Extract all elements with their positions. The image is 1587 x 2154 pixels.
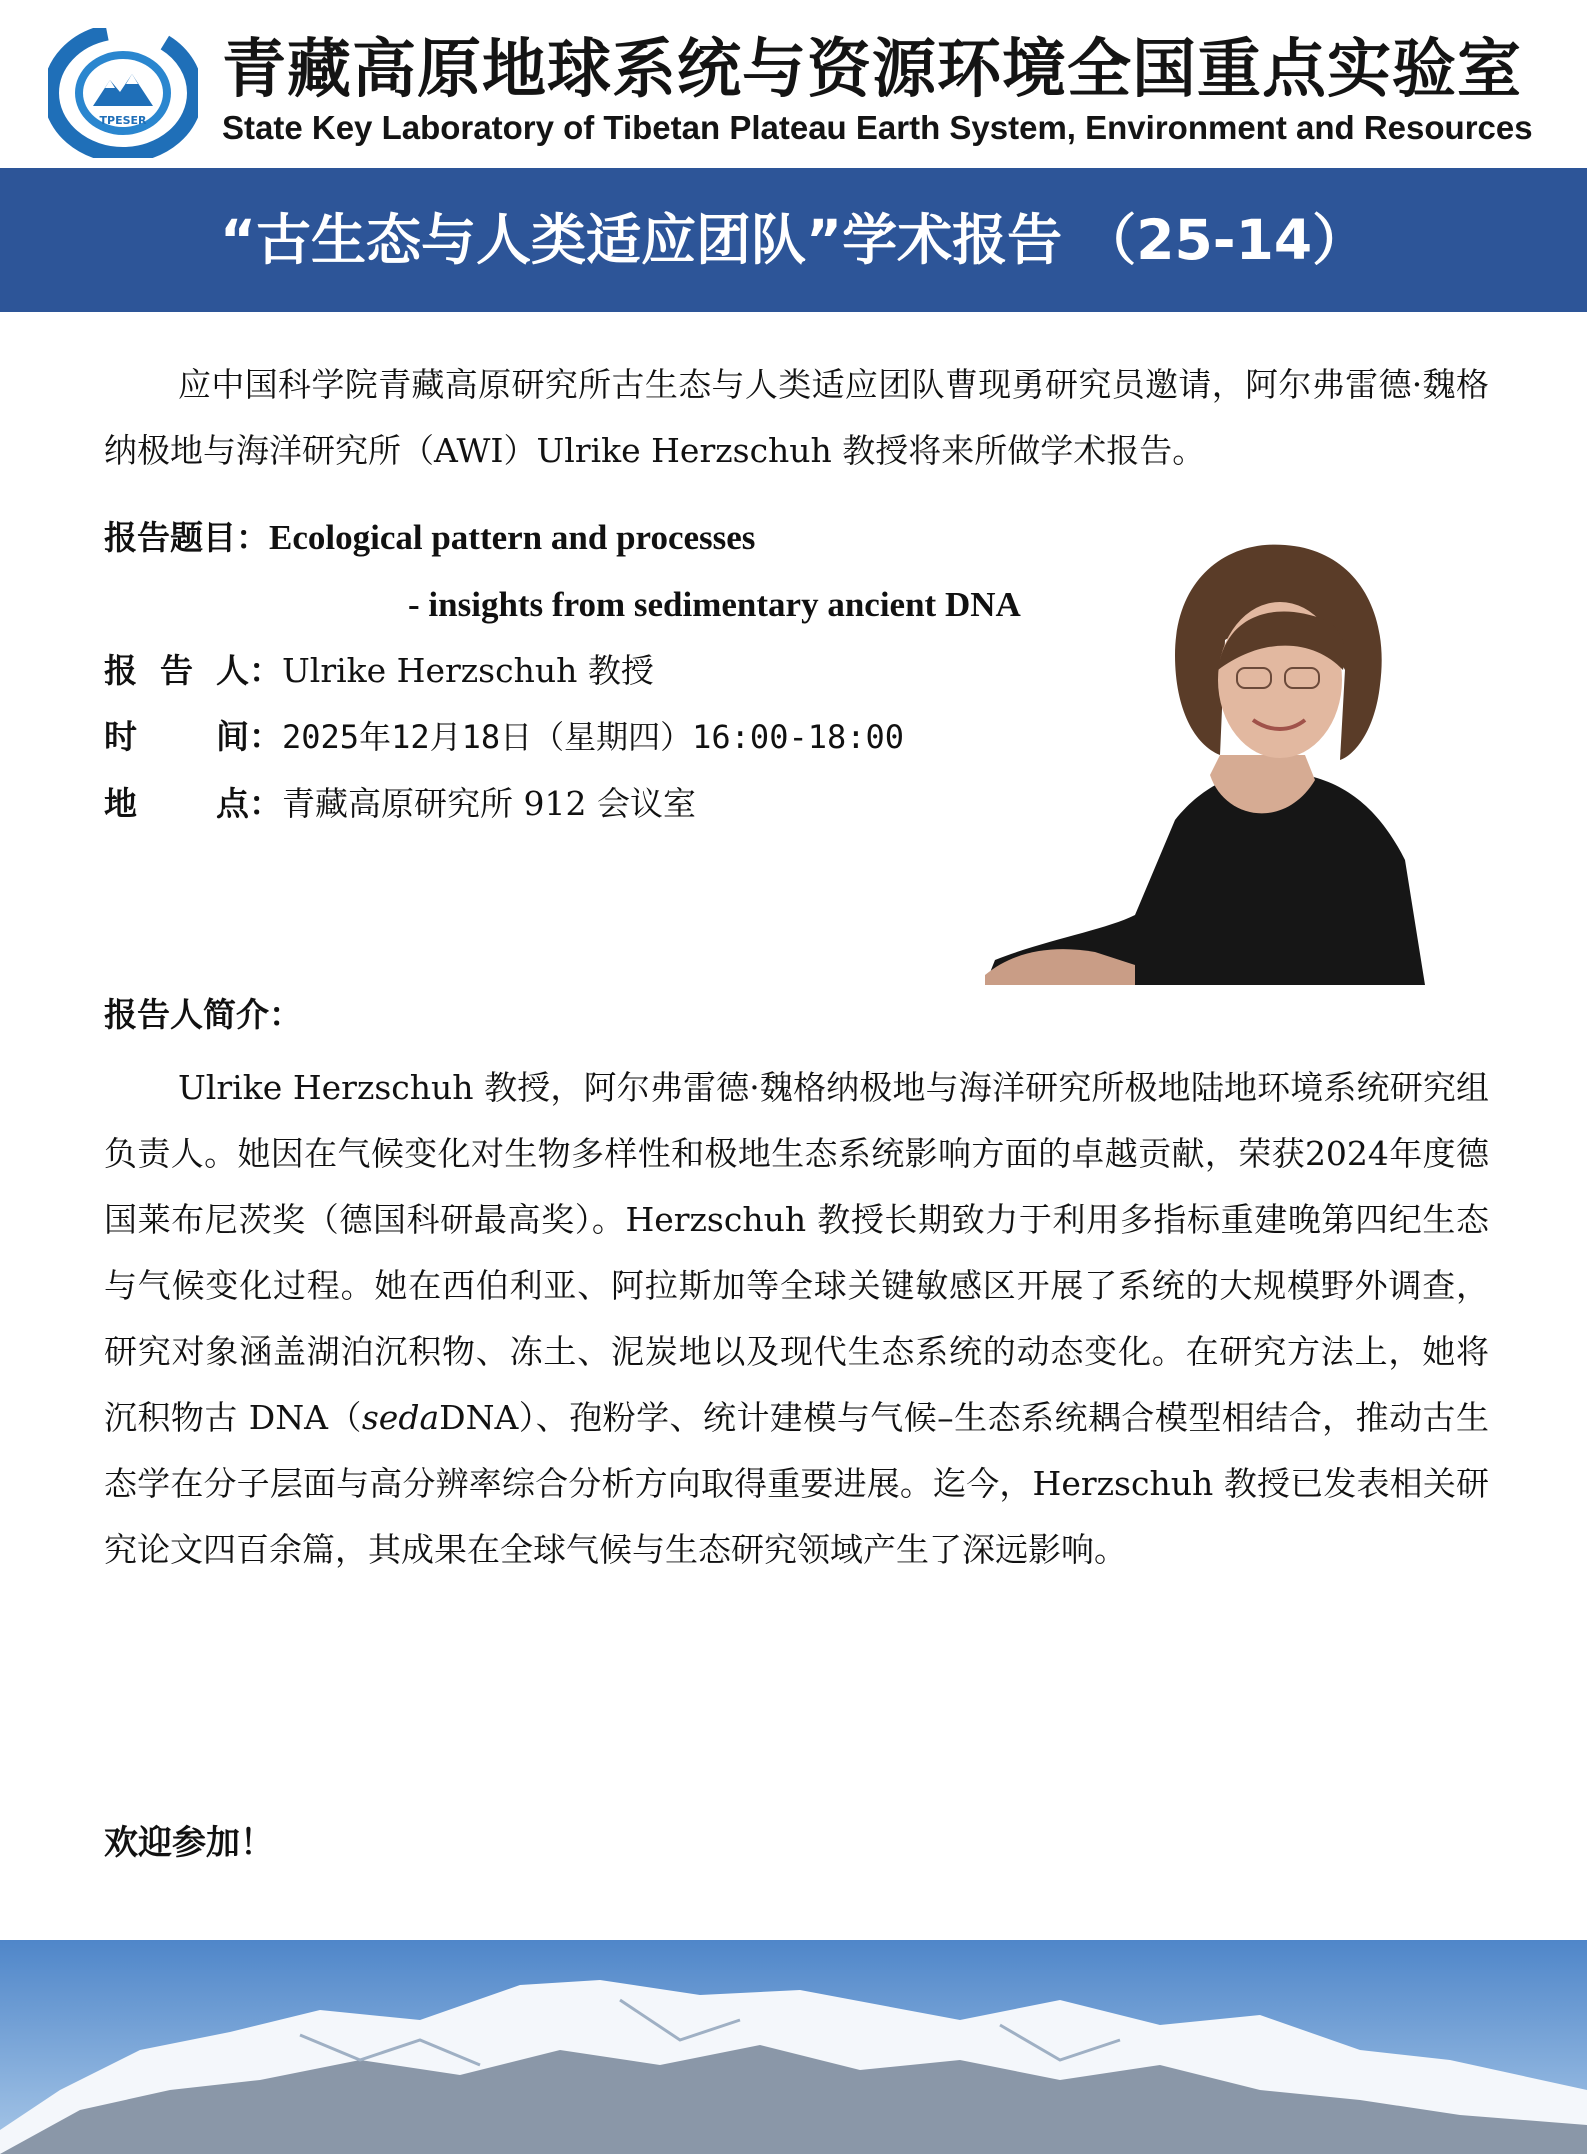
logo-text: TPESER (99, 114, 147, 127)
place-label-a: 地 (104, 784, 137, 823)
topic-label: 报告题目： (104, 518, 269, 557)
topic-line-2: - insights from sedimentary ancient DNA (408, 585, 1021, 624)
speaker-row (104, 638, 654, 704)
bio-text-italic: seda (361, 1398, 440, 1437)
time-row (104, 704, 904, 770)
closing-text: 欢迎参加！ (104, 1823, 274, 1863)
time-value: 2025年12月18日（星期四）16:00-18:00 (282, 718, 905, 756)
title-banner (0, 168, 1587, 312)
time-label-b: 间： (216, 717, 282, 756)
topic-line-1: Ecological pattern and processes (269, 518, 756, 557)
bio-heading: 报告人简介： (104, 995, 302, 1034)
place-label-b: 点： (216, 784, 282, 823)
page-header (0, 0, 1587, 168)
bio-text-1: Ulrike Herzschuh 教授，阿尔弗雷德·魏格纳极地与海洋研究所极地陆地环境系统研究组负责人。她因在气候变化对生物多样性和极地生态系统影响方面的卓越贡献，荣获2024年度德国莱布尼茨奖（德国科研最高奖）。Herzschuh 教授长期致力于利用多指标重建晚第四纪生态与气候变化过程。她在西伯利亚、阿拉斯加等全球关键敏感区开展了系统的大规模野外调查，研究对象涵盖湖泊沉积物、冻土、泥炭地以及现代生态系统的动态变化。在研究方法上，她将沉积物古 DNA（ (104, 1068, 1489, 1437)
bio-section (104, 1055, 1489, 1583)
place-value: 青藏高原研究所 912 会议室 (282, 784, 696, 823)
topic-row (104, 505, 755, 571)
bio-text-2: DNA）、孢粉学、统计建模与气候–生态系统耦合模型相结合，推动古生态学在分子层面与高分辨率综合分析方向取得重要进展。迄今，Herzschuh 教授已发表相关研究论文四百余篇，其成果在全球气候与生态研究领域产生了深远影响。 (104, 1398, 1489, 1569)
mountain-banner-image (0, 1940, 1587, 2154)
lab-name-cn: 青藏高原地球系统与资源环境全国重点实验室 (222, 33, 1522, 107)
speaker-value: Ulrike Herzschuh 教授 (281, 651, 654, 690)
report-title: “古生态与人类适应团队”学术报告 （25-14） (219, 208, 1368, 272)
intro-section (104, 352, 1489, 484)
speaker-label: 报 告 人： (104, 651, 282, 690)
bio-paragraph (104, 1055, 1489, 1583)
lab-logo-icon (48, 28, 198, 158)
intro-paragraph: 应中国科学院青藏高原研究所古生态与人类适应团队曹现勇研究员邀请，阿尔弗雷德·魏格纳极地与海洋研究所（AWI）Ulrike Herzschuh 教授将来所做学术报告。 (104, 365, 1489, 470)
lab-name-en: State Key Laboratory of Tibetan Plateau Earth System, Environment and Resources (222, 109, 1533, 146)
time-label-a: 时 (104, 717, 137, 756)
place-row (104, 771, 696, 837)
speaker-photo (985, 520, 1445, 985)
